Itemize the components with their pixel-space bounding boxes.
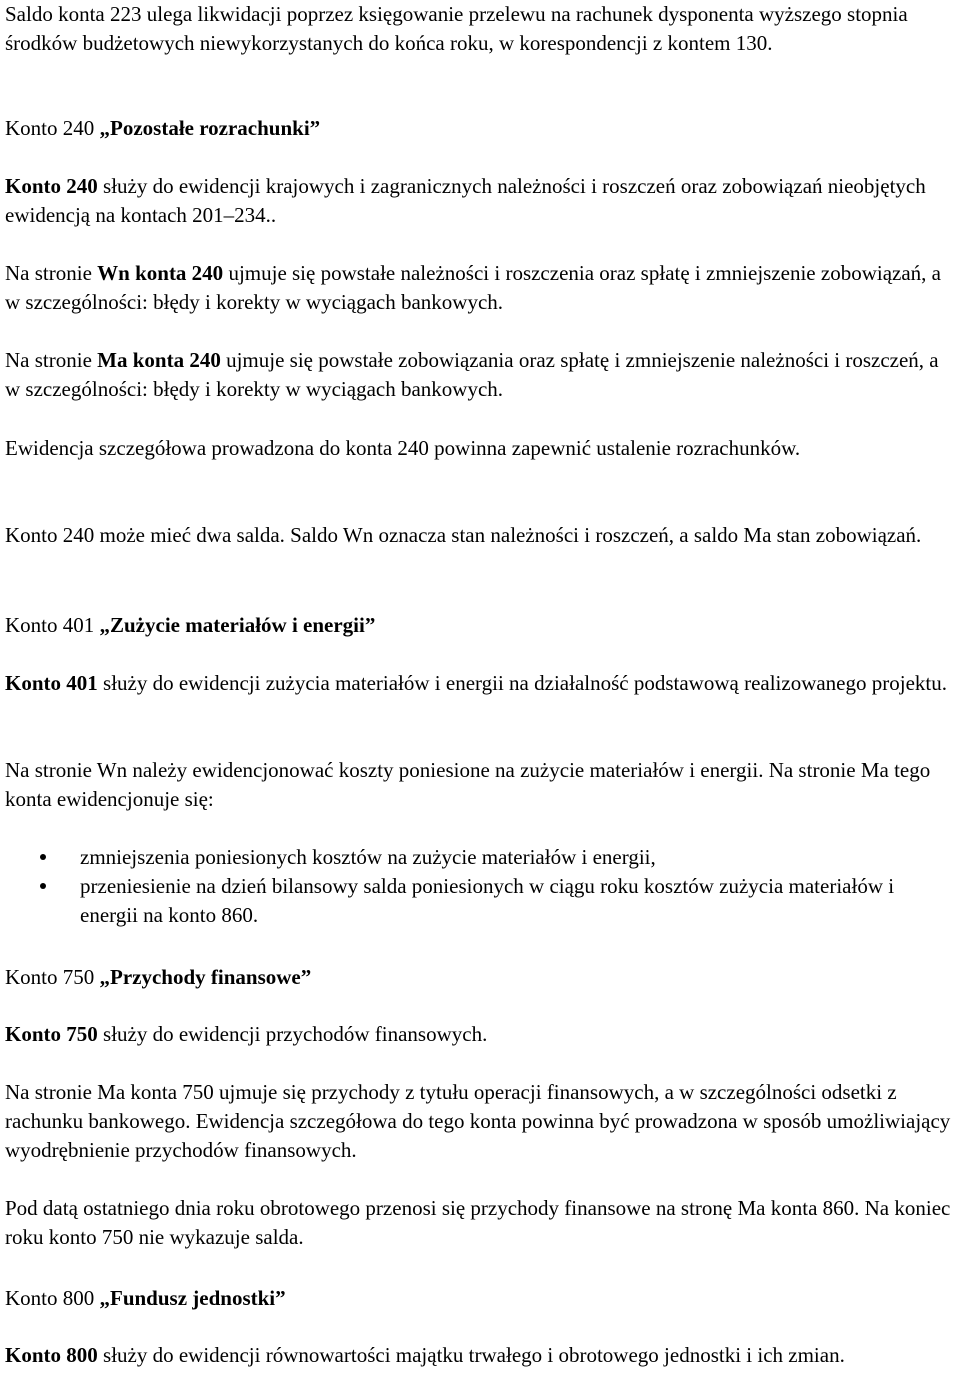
heading-240-prefix: Konto 240 <box>5 116 100 140</box>
konto-240-ma-paragraph <box>5 346 955 404</box>
list-item-text: zmniejszenia poniesionych kosztów na zużycie materiałów i energii, <box>80 845 656 869</box>
wn-text: ujmuje się powstałe należności i roszczenia oraz spłatę i zmniejszenie zobowiązań, a w szczególności: błędy i korekty w wyciągach bankowych. <box>5 261 941 314</box>
konto-401-wn-paragraph: Na stronie Wn należy ewidencjonować koszty poniesione na zużycie materiałów i energii. Na stronie Ma tego konta ewidencjonuje się: <box>5 758 931 811</box>
konto-750-label: Konto 750 <box>5 1022 98 1046</box>
konto-240-wn-paragraph <box>5 259 955 317</box>
heading-konto-800 <box>5 1284 955 1313</box>
konto-750-closing-paragraph: Pod datą ostatniego dnia roku obrotowego przenosi się przychody finansowe na stronę Ma konta 860. Na koniec roku konto 750 nie wykazuje salda. <box>5 1196 951 1249</box>
wn-konta-240-label: Wn konta 240 <box>97 261 224 285</box>
konto-401-description-text: służy do ewidencji zużycia materiałów i energii na działalność podstawową realizowanego projektu. <box>97 671 947 695</box>
heading-750-name: „Przychody finansowe” <box>99 965 312 989</box>
konto-401-bullet-list <box>0 843 955 930</box>
konto-750-ma-paragraph: Na stronie Ma konta 750 ujmuje się przychody z tytułu operacji finansowych, a w szczególności odsetki z rachunku bankowego. Ewidencja szczegółowa do tego konta powinna być prowadzona w sposób umożliwiający wyodrębnienie przychodów finansowych. <box>5 1080 951 1162</box>
konto-800-description-text: służy do ewidencji równowartości majątku trwałego i obrotowego jednostki i ich zmian. <box>97 1343 845 1367</box>
list-item <box>0 843 955 872</box>
list-item-text: przeniesienie na dzień bilansowy salda poniesionych w ciągu roku kosztów zużycia materiałów i energii na konto 860. <box>80 874 895 927</box>
bullet-dot-icon <box>40 854 46 860</box>
heading-konto-750 <box>5 963 955 992</box>
konto-800-description <box>5 1341 955 1370</box>
ma-prefix: Na stronie <box>5 348 98 372</box>
heading-800-name: „Fundusz jednostki” <box>99 1286 286 1310</box>
ma-konta-240-label: Ma konta 240 <box>97 348 221 372</box>
heading-800-prefix: Konto 800 <box>5 1286 100 1310</box>
konto-401-description <box>5 669 955 698</box>
konto-240-description <box>5 172 955 230</box>
konto-750-description <box>5 1020 955 1049</box>
list-item <box>0 872 955 930</box>
heading-401-name: „Zużycie materiałów i energii” <box>99 613 376 637</box>
intro-paragraph: Saldo konta 223 ulega likwidacji poprzez księgowanie przelewu na rachunek dysponenta wyższego stopnia środków budżetowych niewykorzystanych do końca roku, w korespondencji z kontem 130. <box>5 2 908 55</box>
ma-text: ujmuje się powstałe zobowiązania oraz spłatę i zmniejszenie należności i roszczeń, a w szczególności: błędy i korekty w wyciągach bankowych. <box>5 348 939 401</box>
konto-240-label: Konto 240 <box>5 174 98 198</box>
konto-401-label: Konto 401 <box>5 671 98 695</box>
wn-prefix: Na stronie <box>5 261 98 285</box>
heading-750-prefix: Konto 750 <box>5 965 100 989</box>
konto-240-ewidencja-paragraph: Ewidencja szczegółowa prowadzona do konta 240 powinna zapewnić ustalenie rozrachunków. <box>5 436 801 460</box>
heading-240-name: „Pozostałe rozrachunki” <box>99 116 321 140</box>
konto-240-description-text: służy do ewidencji krajowych i zagranicznych należności i roszczeń oraz zobowiązań nieobjętych ewidencją na kontach 201–234.. <box>5 174 926 227</box>
konto-240-salda-paragraph: Konto 240 może mieć dwa salda. Saldo Wn oznacza stan należności i roszczeń, a saldo Ma stan zobowiązań. <box>5 523 922 547</box>
heading-konto-401 <box>5 611 955 640</box>
bullet-dot-icon <box>40 883 46 889</box>
konto-750-description-text: służy do ewidencji przychodów finansowych. <box>97 1022 488 1046</box>
heading-401-prefix: Konto 401 <box>5 613 100 637</box>
konto-800-label: Konto 800 <box>5 1343 98 1367</box>
heading-konto-240 <box>5 114 955 143</box>
